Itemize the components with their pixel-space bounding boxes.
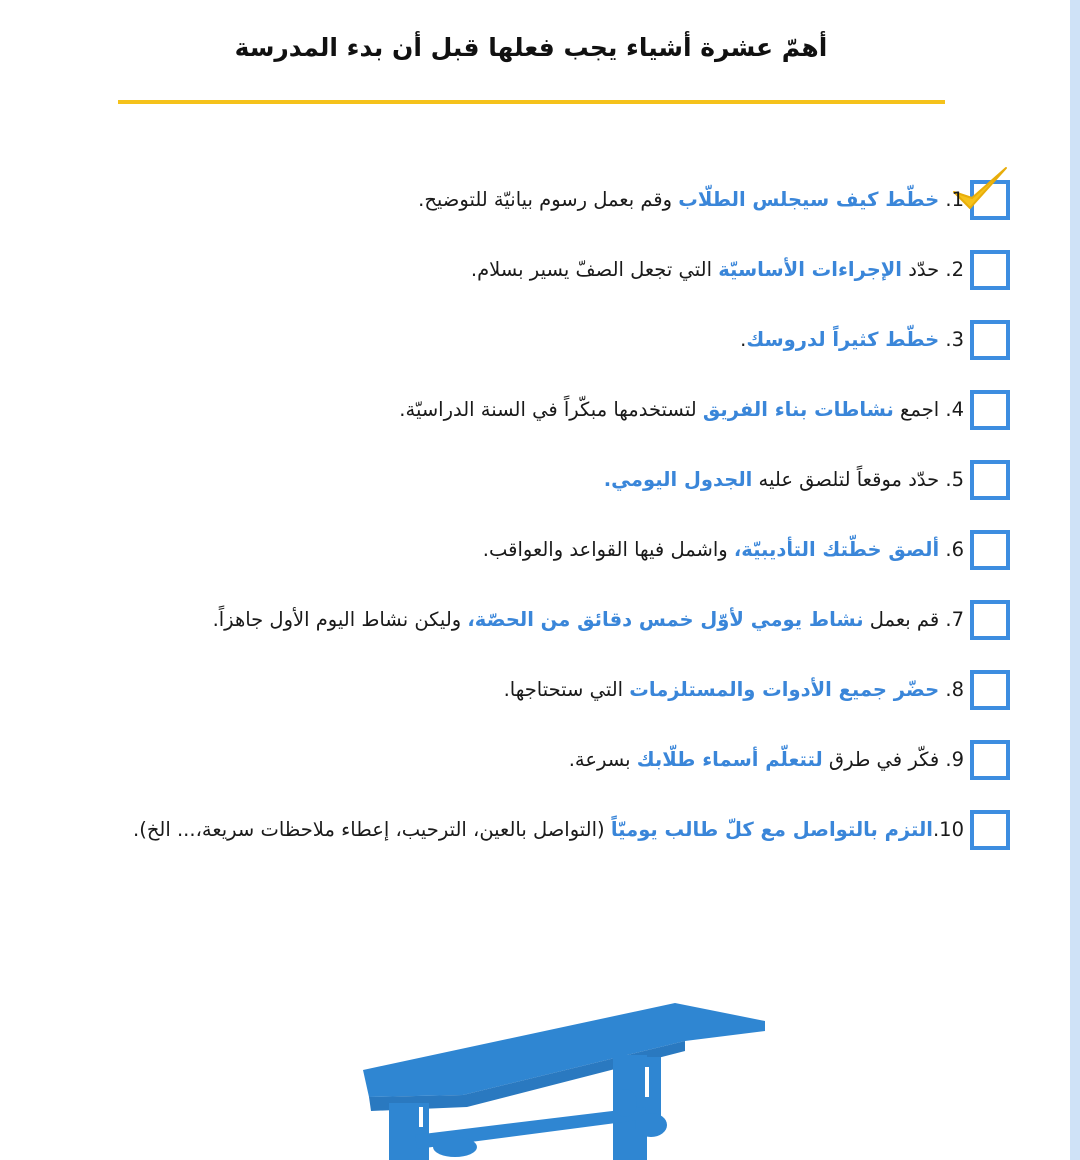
checkbox[interactable] — [970, 320, 1010, 360]
item-text — [40, 530, 964, 570]
item-text-pre: قم بعمل — [863, 608, 940, 631]
item-text-post: وقم بعمل رسوم بيانيّة للتوضيح. — [418, 188, 679, 211]
item-number: 2. — [945, 258, 964, 281]
item-text — [40, 250, 964, 290]
item-text-pre: حدّد — [902, 258, 940, 281]
item-highlight: الإجراءات الأساسيّة — [718, 258, 902, 281]
item-number: 4. — [945, 398, 964, 421]
item-text — [40, 390, 964, 430]
list-item — [40, 516, 1040, 586]
item-number: 10. — [932, 818, 964, 841]
checkbox[interactable] — [970, 390, 1010, 430]
item-highlight: خطّط كيف سيجلس الطلّاب — [678, 188, 940, 211]
list-item — [40, 796, 1040, 866]
item-number: 1. — [945, 188, 964, 211]
item-number: 3. — [945, 328, 964, 351]
list-item — [40, 236, 1040, 306]
list-item — [40, 306, 1040, 376]
item-highlight: الجدول اليومي. — [603, 468, 753, 491]
item-text-pre: فكّر في طرق — [822, 748, 940, 771]
item-text — [40, 810, 964, 850]
item-text-post: بسرعة. — [568, 748, 637, 771]
item-text-post: لتستخدمها مبكّراً في السنة الدراسيّة. — [399, 398, 703, 421]
item-text-post: واشمل فيها القواعد والعواقب. — [482, 538, 734, 561]
item-text-post: . — [740, 328, 747, 351]
item-text — [40, 740, 964, 780]
item-text — [40, 180, 964, 220]
checklist — [40, 166, 1040, 866]
item-number: 9. — [945, 748, 964, 771]
item-highlight: خطّط كثيراً لدروسك — [746, 328, 940, 351]
item-highlight: لتتعلّم أسماء طلّابك — [636, 748, 823, 771]
item-highlight: التزم بالتواصل مع كلّ طالب يوميّاً — [610, 818, 933, 841]
list-item — [40, 446, 1040, 516]
item-number: 5. — [945, 468, 964, 491]
item-text — [40, 320, 964, 360]
item-highlight: نشاطات بناء الفريق — [702, 398, 894, 421]
list-item — [40, 376, 1040, 446]
school-desk-illustration — [355, 995, 775, 1160]
checkbox[interactable] — [970, 670, 1010, 710]
checkbox[interactable] — [970, 600, 1010, 640]
item-highlight: نشاط يومي لأوّل خمس دقائق من الحصّة، — [467, 608, 864, 631]
item-text-post: التي ستحتاجها. — [503, 678, 630, 701]
checkbox[interactable] — [970, 810, 1010, 850]
item-text-post: وليكن نشاط اليوم الأول جاهزاً. — [212, 608, 468, 631]
item-text — [40, 600, 964, 640]
page-title: أهمّ عشرة أشياء يجب فعلها قبل أن بدء المدرسة — [234, 33, 828, 62]
checkbox[interactable] — [970, 740, 1010, 780]
item-highlight: حضّر جميع الأدوات والمستلزمات — [629, 678, 940, 701]
item-number: 8. — [945, 678, 964, 701]
checkbox[interactable] — [970, 460, 1010, 500]
checkbox[interactable] — [970, 530, 1010, 570]
item-number: 6. — [945, 538, 964, 561]
title-underline — [118, 100, 945, 104]
item-text-pre: اجمع — [893, 398, 940, 421]
item-number: 7. — [945, 608, 964, 631]
right-edge-stripe — [1070, 0, 1080, 1160]
item-text — [40, 670, 964, 710]
checkbox[interactable] — [970, 250, 1010, 290]
list-item — [40, 586, 1040, 656]
list-item — [40, 726, 1040, 796]
item-text — [40, 460, 964, 500]
item-highlight: ألصق خطّتك التأديبيّة، — [733, 538, 940, 561]
list-item — [40, 166, 1040, 236]
item-text-post: التي تجعل الصفّ يسير بسلام. — [470, 258, 719, 281]
list-item — [40, 656, 1040, 726]
item-text-pre: حدّد موقعاً لتلصق عليه — [752, 468, 940, 491]
item-text-post: (التواصل بالعين، الترحيب، إعطاء ملاحظات سريعة،... الخ). — [133, 818, 611, 841]
